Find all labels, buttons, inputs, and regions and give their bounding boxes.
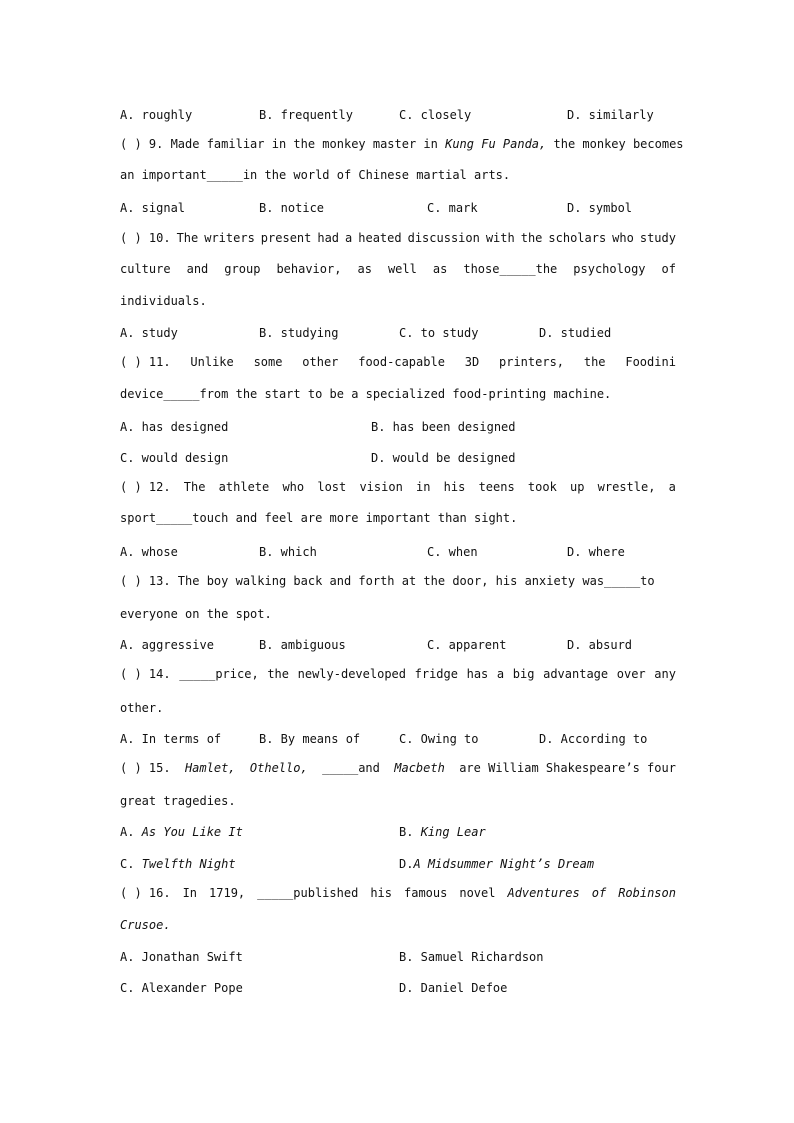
title-othello: Othello, [249,761,308,775]
q12-option-a: A. whose [120,545,178,559]
q9-text: the monkey becomes [546,137,684,151]
word: ( ) 11. [120,355,171,369]
q11-question-line-2: device_____from the start to be a specialized food-printing machine. [120,387,612,401]
q8-option-a: A. roughly [120,108,193,122]
word: with [485,231,515,245]
word: culture [120,262,171,276]
word: who [282,480,305,494]
q15-option-a [120,824,243,840]
word: the [267,667,289,681]
q12-question-line-2: sport_____touch and feel are more important than sight. [120,511,518,525]
option-title: As You Like It [141,825,243,839]
q12-option-b: B. which [259,545,317,559]
word: food-capable [358,355,445,369]
word: newly-developed [297,667,406,681]
option-letter: B. [399,825,421,839]
word: discussion [407,231,480,245]
q14-option-c: C. Owing to [399,732,479,746]
word: ( ) 16. [120,886,171,900]
option-title: Twelfth Night [141,857,236,871]
q14-question-line-2: other. [120,701,164,715]
word: as [357,262,372,276]
q16-question-line-2 [120,917,676,933]
q13-option-b: B. ambiguous [259,638,346,652]
word: who [612,231,634,245]
q16-option-c: C. Alexander Pope [120,981,243,995]
q15-question-line-2: great tragedies. [120,794,236,808]
q15-option-d [399,856,594,872]
option-letter: A. [120,825,142,839]
word: The [183,480,206,494]
word: a [668,480,676,494]
q11-option-b: B. has been designed [371,420,516,434]
word: his [370,886,392,900]
word: writers [204,231,255,245]
word: fridge [414,667,458,681]
word: other [302,355,339,369]
word: a [496,667,505,681]
word: up [570,480,585,494]
q14-question-line-1 [120,666,676,682]
q10-option-a: A. study [120,326,178,340]
title-macbeth: Macbeth [394,761,445,775]
q10-option-d: D. studied [539,326,612,340]
q14-option-a: A. In terms of [120,732,222,746]
word: as [432,262,448,276]
q14-option-b: B. By means of [259,732,361,746]
q11-option-d: D. would be designed [371,451,516,465]
title-word: Crusoe. [120,918,171,932]
word: scholars [548,231,607,245]
q12-option-c: C. when [427,545,478,559]
q15-option-b [399,824,486,840]
word: his [443,480,466,494]
word: _____price, [179,667,259,681]
option-title: King Lear [420,825,486,839]
word: ( ) 10. [120,231,171,245]
q16-question-line-1 [120,885,676,901]
q13-question-line-2: everyone on the spot. [120,607,272,621]
word: _____published [257,886,359,900]
word: study [639,231,676,245]
q11-question-line-1 [120,354,676,370]
word: of [661,262,676,276]
q13-option-a: A. aggressive [120,638,214,652]
word: has [466,667,489,681]
word: heated [358,231,402,245]
word: some [253,355,283,369]
word: ( ) 12. [120,480,171,494]
word: big [512,667,535,681]
word: lost [317,480,347,494]
q8-option-c: C. closely [399,108,472,122]
word: and [186,262,209,276]
q9-question-line-1 [120,136,684,152]
word: group [224,262,261,276]
option-letter: C. [120,857,142,871]
title-word: Adventures [507,886,580,900]
q16-option-a: A. Jonathan Swift [120,950,243,964]
word: behavior, [276,262,342,276]
option-letter: D. [399,857,414,871]
word: Foodini [625,355,676,369]
q8-option-b: B. frequently [259,108,353,122]
q11-option-c: C. would design [120,451,229,465]
word: novel [459,886,496,900]
q14-option-d: D. According to [539,732,648,746]
word: ( ) 14. [120,667,171,681]
word: In [182,886,198,900]
q10-option-b: B. studying [259,326,339,340]
word: vision [359,480,403,494]
title-word: Robinson [618,886,676,900]
word: present [260,231,312,245]
q15-option-c [120,856,236,872]
q9-option-a: A. signal [120,201,186,215]
word: over [616,667,646,681]
q10-question-line-3: individuals. [120,294,207,308]
word: took [527,480,557,494]
q16-option-d: D. Daniel Defoe [399,981,508,995]
word: the [583,355,606,369]
q9-option-c: C. mark [427,201,478,215]
q11-option-a: A. has designed [120,420,229,434]
word: Unlike [190,355,234,369]
word: a [345,231,353,245]
word: teens [478,480,515,494]
word: had [317,231,340,245]
q15-prefix: ( ) 15. [120,761,171,775]
q15-blank: _____and [322,761,380,775]
q10-question-line-2 [120,261,676,277]
q10-option-c: C. to study [399,326,479,340]
word: 1719, [209,886,246,900]
q9-text: ( ) 9. Made familiar in the monkey master in [120,137,446,151]
word: well [387,262,417,276]
q10-question-line-1 [120,230,676,246]
q15-suffix: are William Shakespeare’s four [459,761,676,775]
option-title: A Midsummer Night’s Dream [413,857,595,871]
q13-option-d: D. absurd [567,638,633,652]
q9-question-line-2: an important_____in the world of Chinese martial arts. [120,168,511,182]
word: psychology [573,262,646,276]
title-word: of [591,886,607,900]
word: 3D [464,355,480,369]
word: those_____the [463,262,558,276]
word: The [176,231,199,245]
q9-option-d: D. symbol [567,201,633,215]
q9-option-b: B. notice [259,201,325,215]
word: any [654,667,676,681]
q13-question-line-1: ( ) 13. The boy walking back and forth at the door, his anxiety was_____to [120,574,655,588]
word: famous [404,886,448,900]
word: advantage [543,667,609,681]
q12-question-line-1 [120,479,676,495]
q9-film-title: Kung Fu Panda, [445,137,547,151]
q13-option-c: C. apparent [427,638,507,652]
word: the [520,231,543,245]
word: printers, [499,355,565,369]
word: athlete [218,480,270,494]
q15-question-line-1 [120,760,676,776]
q12-option-d: D. where [567,545,625,559]
word: in [416,480,431,494]
q8-option-d: D. similarly [567,108,654,122]
q16-option-b: B. Samuel Richardson [399,950,544,964]
title-hamlet: Hamlet, [184,761,236,775]
word: wrestle, [597,480,656,494]
